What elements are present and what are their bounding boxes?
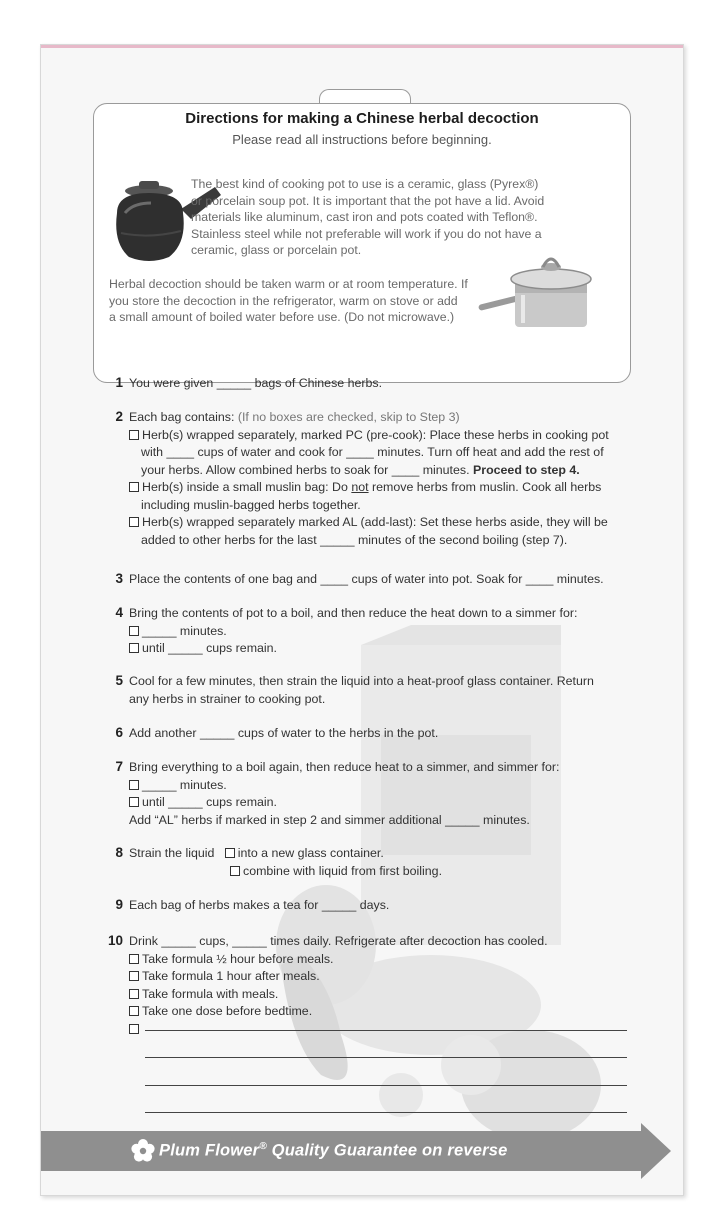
footer-arrow-icon	[641, 1123, 671, 1179]
step-option-text: Take formula 1 hour after meals.	[142, 969, 320, 983]
para2-line: Herbal decoction should be taken warm or at room temperature. If	[109, 277, 468, 291]
steel-pot-image	[477, 245, 593, 335]
para2-line: a small amount of boiled water before use. (Do not microwave.)	[109, 310, 455, 324]
step-option-text: until _____ cups remain.	[142, 641, 278, 655]
emphasis-not: not	[351, 480, 369, 494]
step-number: 7	[115, 759, 123, 774]
cups-remain-checkbox[interactable]	[129, 797, 139, 807]
step-option-text: your herbs. Allow combined herbs to soak for ____ minutes.	[141, 462, 470, 477]
with-meals-checkbox[interactable]	[129, 989, 139, 999]
pre-cook-checkbox[interactable]	[129, 430, 139, 440]
cups-remain-checkbox[interactable]	[129, 643, 139, 653]
step-text: any herbs in strainer to cooking pot.	[129, 691, 326, 706]
add-last-checkbox[interactable]	[129, 517, 139, 527]
minutes-checkbox[interactable]	[129, 780, 139, 790]
para1-line: Stainless steel while not preferable will work if you do not have a	[191, 226, 542, 241]
directions-title: Directions for making a Chinese herbal decoction	[185, 110, 539, 127]
before-meals-checkbox[interactable]	[129, 954, 139, 964]
para1-line: The best kind of cooking pot to use is a ceramic, glass (Pyrex®)	[191, 177, 539, 191]
proceed-note: Proceed to step 4.	[472, 462, 580, 477]
step-option-text: Herb(s) wrapped separately, marked PC (pre-cook): Place these herbs in cooking pot	[142, 427, 609, 442]
para1-line: or porcelain soup pot. It is important that the pot have a lid. Avoid	[191, 193, 545, 208]
after-meals-checkbox[interactable]	[129, 971, 139, 981]
step-number: 9	[115, 897, 123, 912]
step-number: 4	[115, 605, 123, 620]
step-number: 2	[115, 409, 123, 424]
step-text: Add “AL” herbs if marked in step 2 and simmer additional _____ minutes.	[129, 812, 530, 827]
step-text: Bring everything to a boil again, then reduce heat to a simmer, and simmer for:	[129, 760, 560, 774]
step-text: Strain the liquid	[129, 846, 215, 860]
step-text: You were given _____ bags of Chinese herbs.	[129, 376, 383, 390]
combine-liquid-checkbox[interactable]	[230, 866, 240, 876]
before-bedtime-checkbox[interactable]	[129, 1006, 139, 1016]
minutes-checkbox[interactable]	[129, 626, 139, 636]
step-text: Each bag of herbs makes a tea for _____ days.	[129, 898, 390, 912]
step-number: 5	[115, 673, 123, 688]
step-number: 10	[107, 933, 123, 948]
custom-instruction-line[interactable]	[145, 1057, 627, 1058]
step-option-text: until _____ cups remain.	[142, 795, 278, 809]
top-edge-tint	[41, 45, 683, 48]
step-text: Place the contents of one bag and ____ cups of water into pot. Soak for ____ minutes.	[129, 572, 604, 586]
muslin-bag-checkbox[interactable]	[129, 482, 139, 492]
para1-line: materials like aluminum, cast iron and pots coated with Teflon®.	[191, 210, 538, 224]
step-text: Drink _____ cups, _____ times daily. Refrigerate after decoction has cooled.	[129, 934, 548, 948]
step-option-text: Take formula ½ hour before meals.	[142, 951, 334, 966]
step-option-text: Herb(s) inside a small muslin bag: Do	[142, 480, 352, 494]
step-option-text: into a new glass container.	[237, 846, 384, 860]
para2-line: you store the decoction in the refrigerator, warm on stove or add	[109, 293, 458, 308]
para1-line: ceramic, glass or porcelain pot.	[191, 243, 362, 257]
step-option-text: Herb(s) wrapped separately marked AL (add-last): Set these herbs aside, they will be	[142, 515, 608, 529]
step-option-text: remove herbs from muslin. Cook all herbs	[368, 480, 602, 494]
custom-checkbox[interactable]	[129, 1024, 139, 1034]
step-text: Cool for a few minutes, then strain the liquid into a heat-proof glass container. Return	[129, 674, 594, 688]
step-number: 3	[115, 571, 123, 586]
registered-mark: ®	[259, 1141, 267, 1152]
directions-subtitle: Please read all instructions before beginning.	[232, 132, 492, 147]
step-number: 8	[115, 845, 123, 860]
step-number: 6	[115, 725, 123, 740]
custom-instruction-line[interactable]	[145, 1030, 627, 1031]
step-option-text: with ____ cups of water and cook for ____ minutes. Turn off heat and add the rest of	[141, 445, 604, 459]
step-note: (If no boxes are checked, skip to Step 3)	[237, 410, 460, 424]
step-option-text: Take one dose before bedtime.	[142, 1004, 313, 1018]
step-option-text: _____ minutes.	[142, 623, 227, 638]
step-option-text: _____ minutes.	[142, 777, 227, 792]
instruction-sheet	[40, 44, 684, 1196]
step-option-text: including muslin-bagged herbs together.	[141, 497, 361, 512]
guarantee-text: Quality Guarantee on reverse	[266, 1141, 508, 1160]
step-text: Bring the contents of pot to a boil, and then reduce the heat down to a simmer for:	[129, 606, 578, 620]
storage-paragraph	[109, 276, 481, 326]
step-text: Each bag contains:	[129, 410, 235, 424]
step-number: 1	[115, 375, 123, 390]
quality-guarantee-text	[159, 1141, 507, 1161]
step-text: Add another _____ cups of water to the herbs in the pot.	[129, 726, 439, 740]
brand-name: Plum Flower	[159, 1141, 260, 1160]
custom-instruction-line[interactable]	[145, 1085, 627, 1086]
step-option-text: added to other herbs for the last _____ minutes of the second boiling (step 7).	[141, 532, 568, 547]
plum-flower-logo-icon	[131, 1139, 155, 1163]
custom-instruction-line[interactable]	[145, 1112, 627, 1113]
new-container-checkbox[interactable]	[225, 848, 235, 858]
step-option-text: Take formula with meals.	[142, 986, 279, 1001]
step-option-text: combine with liquid from first boiling.	[243, 863, 443, 878]
